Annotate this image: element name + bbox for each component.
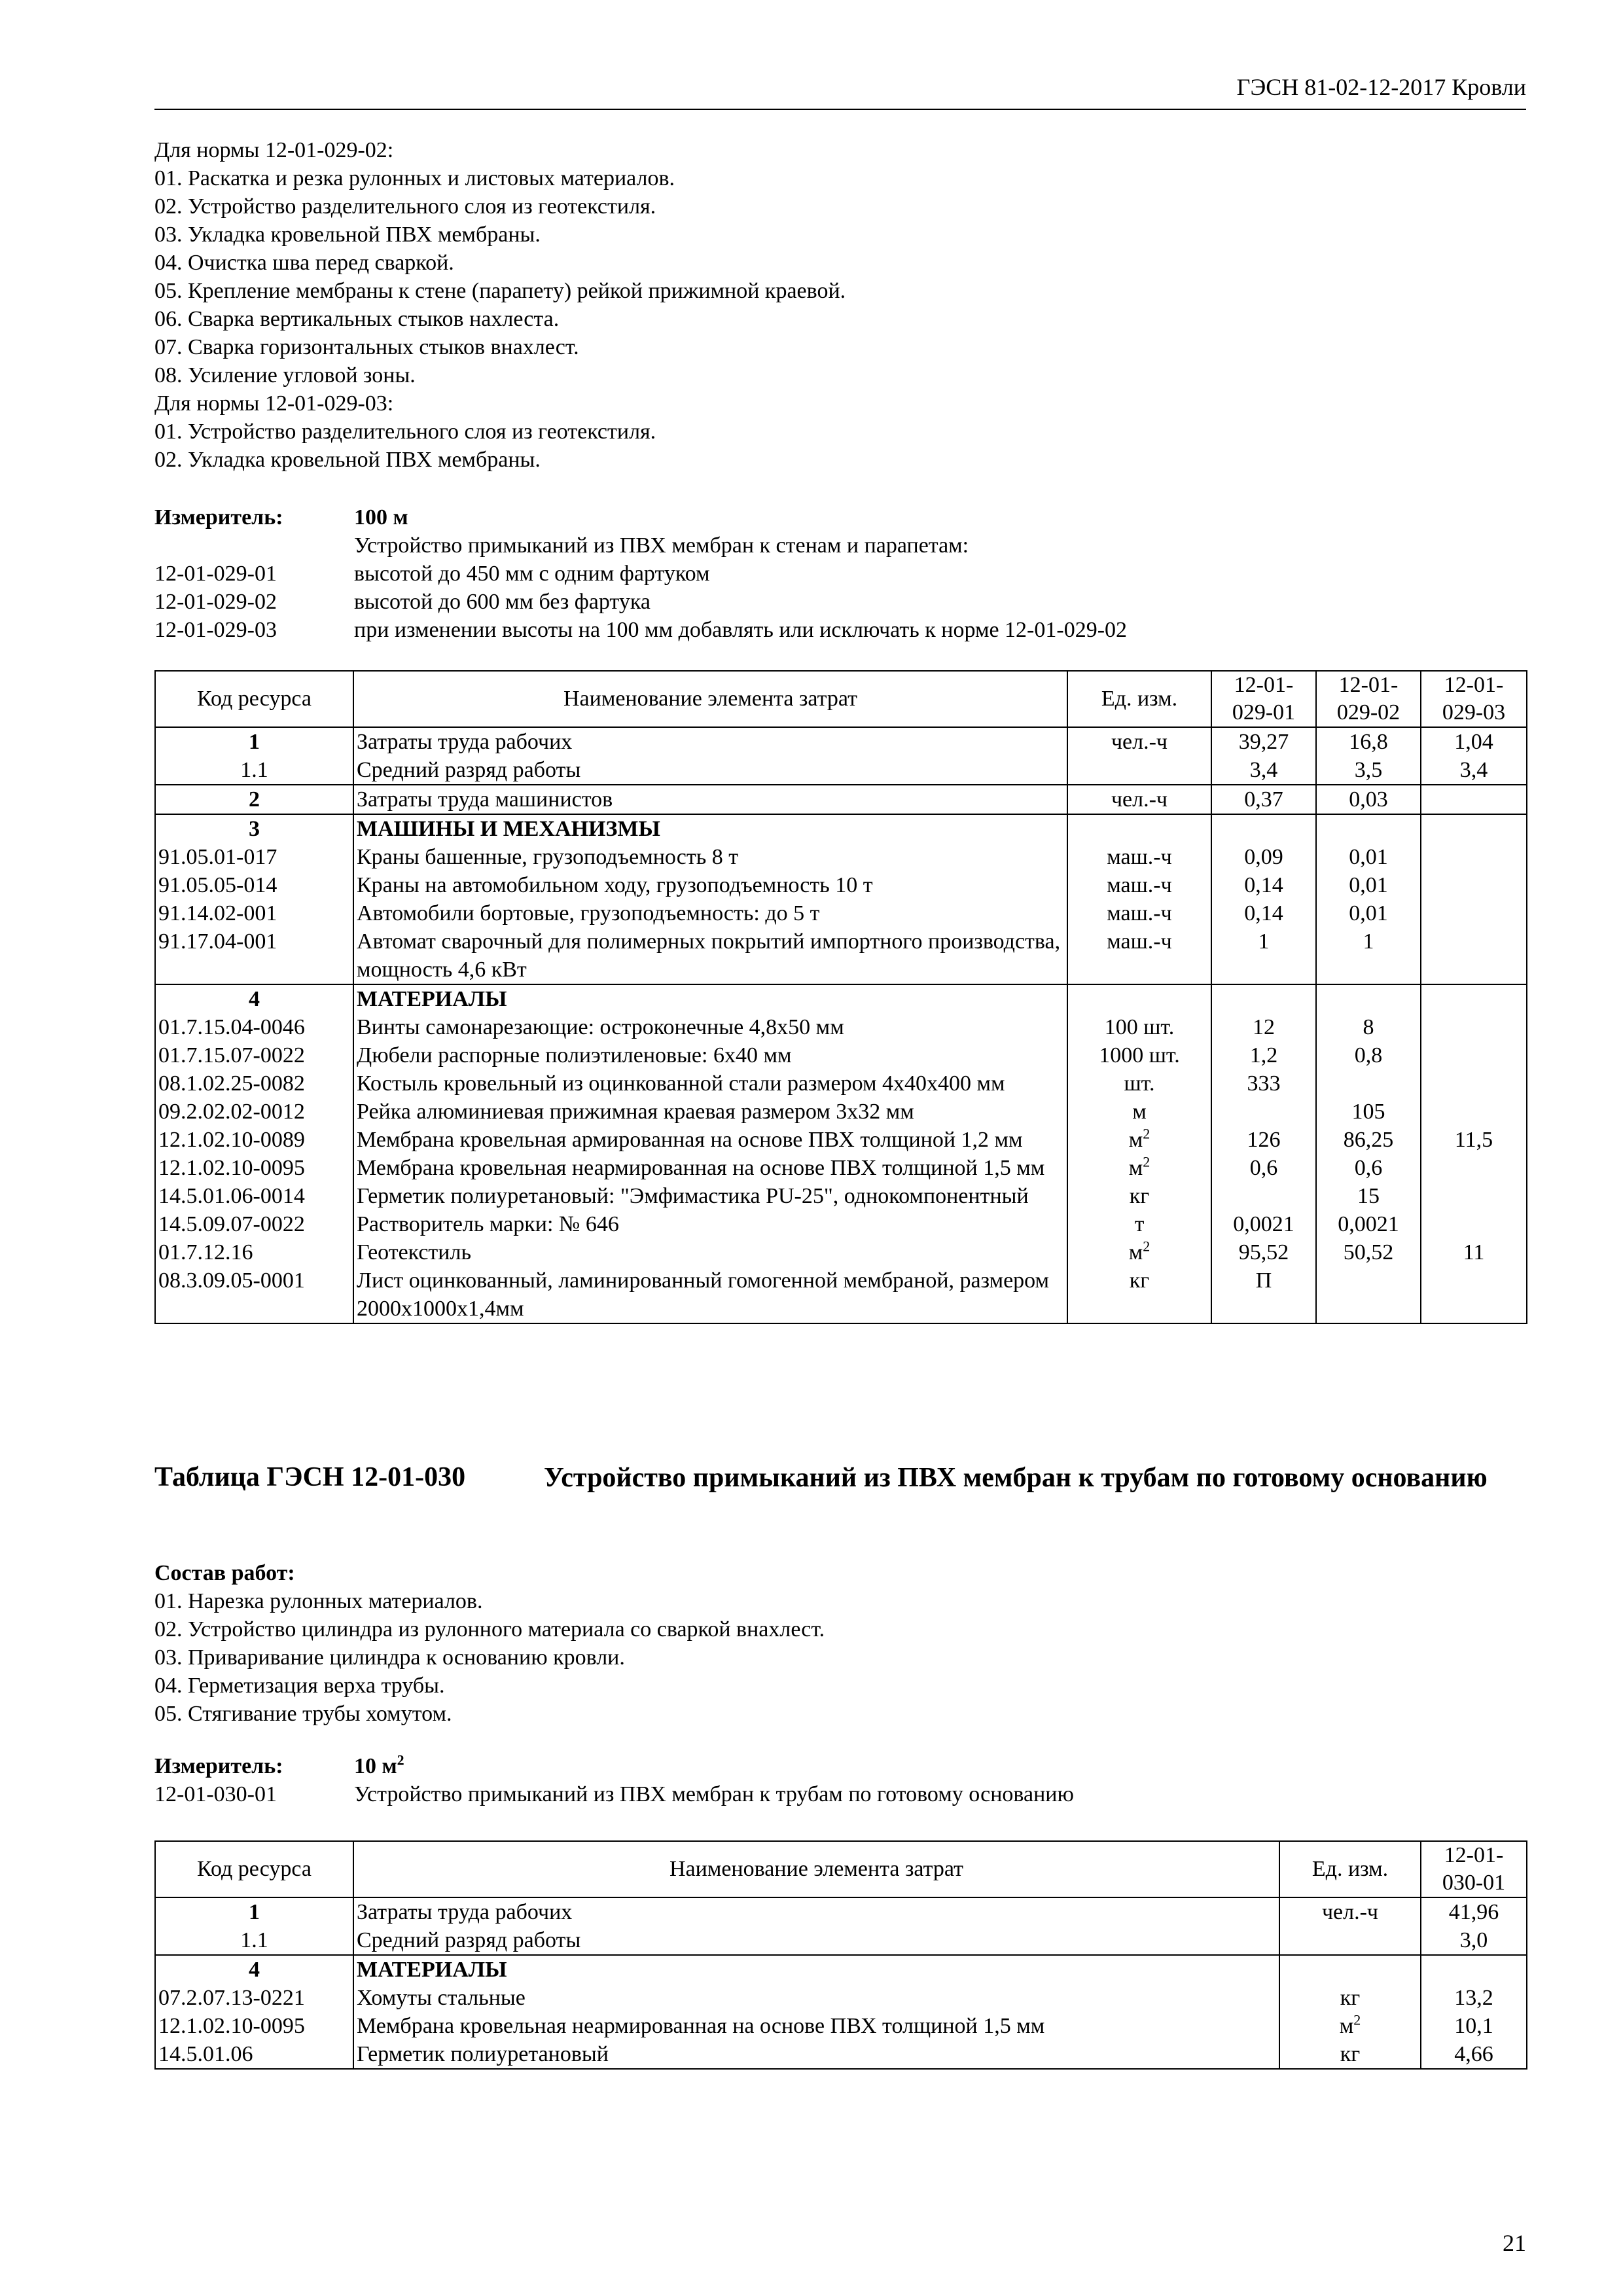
- header-norm-3: 12-01- 029-03: [1421, 671, 1527, 727]
- measure-label: Измеритель:: [154, 505, 283, 529]
- work-composition-list: [154, 136, 846, 474]
- table-title: Устройство примыканий из ПВХ мембран к трубам по готовому основанию: [544, 1463, 1488, 1493]
- measure-block-1: [154, 503, 1127, 644]
- work-line: 01. Нарезка рулонных материалов.: [154, 1589, 483, 1613]
- table-row: 08.1.02.25-0082 Костыль кровельный из оцинкованной стали размером 4х40х400 мм шт. 333: [155, 1069, 1527, 1098]
- norm-text: высотой до 450 мм с одним фартуком: [354, 562, 710, 586]
- table-row: 1 Затраты труда рабочих чел.-ч 39,27 16,8 1,04: [155, 727, 1527, 756]
- work-line: 05. Стягивание трубы хомутом.: [154, 1702, 452, 1726]
- header-code: Код ресурса: [155, 671, 353, 727]
- measure-block-2: [154, 1752, 1074, 1808]
- work-line: 03. Укладка кровельной ПВХ мембраны.: [154, 223, 541, 247]
- work-line: Для нормы 12-01-029-02:: [154, 138, 394, 162]
- table-row: 12.1.02.10-0089 Мембрана кровельная армированная на основе ПВХ толщиной 1,2 мм $м^2$ 126 86,25 11,5: [155, 1126, 1527, 1154]
- table-row: 14.5.01.06 Герметик полиуретановый кг 4,66: [155, 2040, 1527, 2069]
- table-row: 91.05.01-017 Краны башенные, грузоподъемность 8 т маш.-ч 0,09 0,01: [155, 843, 1527, 871]
- table-row: 1.1 Средний разряд работы 3,4 3,5 3,4: [155, 756, 1527, 785]
- page-number: 21: [1503, 2230, 1526, 2256]
- work-line: 07. Сварка горизонтальных стыков внахлест.: [154, 335, 579, 359]
- table-row: 4 МАТЕРИАЛЫ: [155, 984, 1527, 1013]
- measure-value: 10 $м^2$: [354, 1751, 404, 1778]
- table-row: 1 Затраты труда рабочих чел.-ч 41,96: [155, 1897, 1527, 1926]
- table-row: 3 МАШИНЫ И МЕХАНИЗМЫ: [155, 814, 1527, 843]
- measure-description: Устройство примыканий из ПВХ мембран к стенам и парапетам:: [354, 533, 969, 558]
- work-line: 05. Крепление мембраны к стене (парапету) рейкой прижимной краевой.: [154, 279, 846, 303]
- work-line: Для нормы 12-01-029-03:: [154, 391, 394, 416]
- norm-text: при изменении высоты на 100 мм добавлять или исключать к норме 12-01-029-02: [354, 618, 1128, 642]
- header-name: Наименование элемента затрат: [353, 1841, 1279, 1897]
- work-line: 04. Герметизация верха трубы.: [154, 1674, 445, 1698]
- measure-value: 100 м: [354, 505, 408, 529]
- table-row: 91.05.05-014 Краны на автомобильном ходу, грузоподъемность 10 т маш.-ч 0,14 0,01: [155, 871, 1527, 899]
- table-row: 14.5.01.06-0014 Герметик полиуретановый: "Эмфимастика PU-25", однокомпонентный кг 15: [155, 1182, 1527, 1210]
- work-line: 03. Приваривание цилиндра к основанию кровли.: [154, 1645, 625, 1670]
- work-line: 02. Устройство цилиндра из рулонного материала со сваркой внахлест.: [154, 1617, 825, 1641]
- resource-table-2: [154, 1840, 1527, 2070]
- table-row: 08.3.09.05-0001 Лист оцинкованный, ламинированный гомогенной мембраной, размером 2000х1000х1,4мм кг П: [155, 1266, 1527, 1323]
- table-row: 01.7.15.07-0022 Дюбели распорные полиэтиленовые: 6х40 мм 1000 шт. 1,2 0,8: [155, 1041, 1527, 1069]
- table-row: 12.1.02.10-0095 Мембрана кровельная неармированная на основе ПВХ толщиной 1,5 мм $м^2$ 0,6 0,6: [155, 1154, 1527, 1182]
- work-line: 08. Усиление угловой зоны.: [154, 363, 416, 387]
- norm-code: 12-01-030-01: [154, 1782, 277, 1806]
- table-row: 07.2.07.13-0221 Хомуты стальные кг 13,2: [155, 1984, 1527, 2012]
- table-row: 91.17.04-001 Автомат сварочный для полимерных покрытий импортного производства, мощность 4,6 кВт маш.-ч 1 1: [155, 927, 1527, 984]
- work-line: 04. Очистка шва перед сваркой.: [154, 251, 454, 275]
- header-norm-1: 12-01- 030-01: [1421, 1841, 1527, 1897]
- table-number: Таблица ГЭСН 12-01-030: [154, 1462, 466, 1492]
- table-row: 4 МАТЕРИАЛЫ: [155, 1955, 1527, 1984]
- table-row: 14.5.09.07-0022 Растворитель марки: № 646 т 0,0021 0,0021: [155, 1210, 1527, 1238]
- norm-text: высотой до 600 мм без фартука: [354, 590, 651, 614]
- norm-code: 12-01-029-03: [154, 618, 277, 642]
- table-row: 2 Затраты труда машинистов чел.-ч 0,37 0,03: [155, 785, 1527, 814]
- work-line: 01. Устройство разделительного слоя из геотекстиля.: [154, 420, 656, 444]
- work-line: 02. Устройство разделительного слоя из геотекстиля.: [154, 194, 656, 219]
- measure-label: Измеритель:: [154, 1754, 283, 1778]
- work-composition-2: [154, 1559, 825, 1728]
- table-row: 01.7.15.04-0046 Винты самонарезающие: остроконечные 4,8х50 мм 100 шт. 12 8: [155, 1013, 1527, 1041]
- work-line: 02. Укладка кровельной ПВХ мембраны.: [154, 448, 541, 472]
- table-row: 01.7.12.16 Геотекстиль $м^2$ 95,52 50,52 11: [155, 1238, 1527, 1266]
- norm-code: 12-01-029-01: [154, 562, 277, 586]
- norm-text: Устройство примыканий из ПВХ мембран к трубам по готовому основанию: [354, 1782, 1074, 1806]
- header-unit: Ед. изм.: [1279, 1841, 1421, 1897]
- header-norm-1: 12-01- 029-01: [1211, 671, 1316, 727]
- table-row: 1.1 Средний разряд работы 3,0: [155, 1926, 1527, 1955]
- header-title: ГЭСН 81-02-12-2017 Кровли: [1236, 74, 1526, 100]
- norm-code: 12-01-029-02: [154, 590, 277, 614]
- header-norm-2: 12-01- 029-02: [1316, 671, 1421, 727]
- sostav-label: Состав работ:: [154, 1561, 295, 1585]
- header-unit: Ед. изм.: [1067, 671, 1211, 727]
- table-row: 91.14.02-001 Автомобили бортовые, грузоподъемность: до 5 т маш.-ч 0,14 0,01: [155, 899, 1527, 927]
- page-header: [154, 72, 1526, 110]
- header-name: Наименование элемента затрат: [353, 671, 1067, 727]
- resource-table-1: [154, 670, 1527, 1324]
- work-line: 01. Раскатка и резка рулонных и листовых материалов.: [154, 166, 675, 190]
- table-row: 09.2.02.02-0012 Рейка алюминиевая прижимная краевая размером 3х32 мм м 105: [155, 1098, 1527, 1126]
- header-code: Код ресурса: [155, 1841, 353, 1897]
- table-row: 12.1.02.10-0095 Мембрана кровельная неармированная на основе ПВХ толщиной 1,5 мм $м^2$ 10,1: [155, 2012, 1527, 2040]
- work-line: 06. Сварка вертикальных стыков нахлеста.: [154, 307, 560, 331]
